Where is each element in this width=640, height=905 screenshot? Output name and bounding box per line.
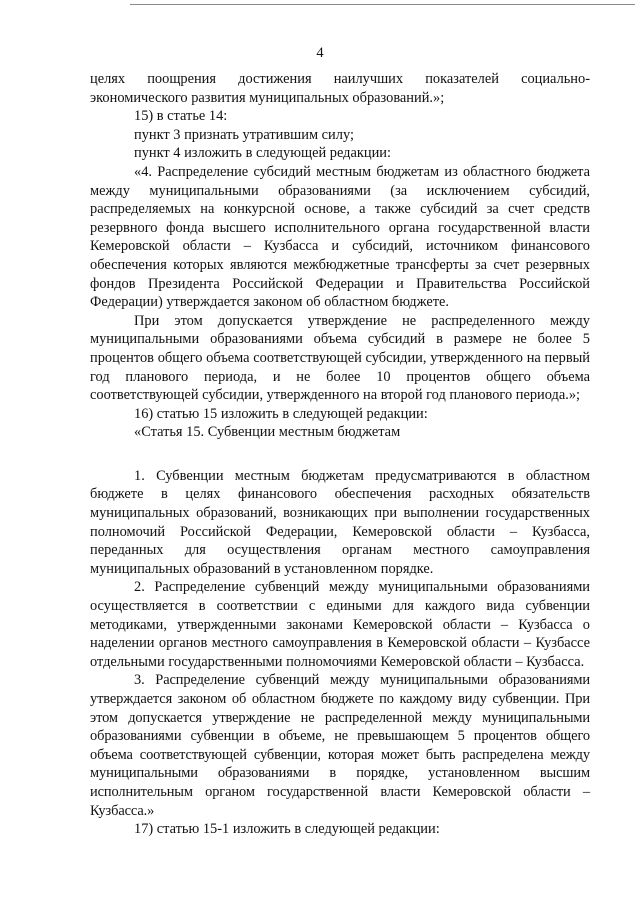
article-15-title: «Статья 15. Субвенции местным бюджетам bbox=[134, 424, 401, 441]
paragraph-continuation: целях поощрения достижения наилучших показателей социально-экономического развития муниципальных образований.»; bbox=[90, 71, 590, 106]
article-15-part-3: 3. Распределение субвенций между муниципальными образованиями утверждается законом об областном бюджете по каждому виду субвенции. При этом допускается утверждение не распределенной между муниципальными образованиями субвенции в объеме, не превышающем 5 процентов общего объема соответствующей субвенции, которая может быть распределена между муниципальными образованиями в порядке, установленном высшим исполнительным органом государственной власти Кемеровской области – Кузбасса.» bbox=[90, 672, 590, 819]
point-4-text: «4. Распределение субсидий местным бюджетам из областного бюджета между муниципальными образованиями (за исключением субсидий, распределяемых на конкурсной основе, а также субсидий за счет средств резервного фонда высшего исполнительного органа государственной власти Кемеровской области – Кузбасса и субсидий, источником финансового обеспечения которых являются межбюджетные трансферты за счет резервных фондов Президента Российской Федерации и Правительства Российской Федерации) утверждается законом об областном бюджете. bbox=[90, 163, 590, 311]
document-body bbox=[90, 70, 590, 839]
item-16: 16) статью 15 изложить в следующей редакции: bbox=[134, 405, 428, 422]
page-number: 4 bbox=[316, 45, 324, 61]
article-15-part-1: 1. Субвенции местным бюджетам предусматриваются в областном бюджете в целях финансового обеспечения расходных обязательств муниципальных образований, возникающих при выполнении государственных полномочий Российской Федерации, Кемеровской области – Кузбасса, переданных для осуществления органам местного самоуправления муниципальных образований в установленном порядке. bbox=[90, 467, 590, 577]
item-17: 17) статью 15-1 изложить в следующей редакции: bbox=[134, 821, 440, 838]
item-15-point-4: пункт 4 изложить в следующей редакции: bbox=[134, 145, 391, 162]
article-15-part-2: 2. Распределение субвенций между муниципальными образованиями осуществляется в соответствии с едиными для каждого вида субвенции методиками, утвержденными законами Кемеровской области – Кузбасса о наделении органов местного самоуправления в Кемеровской области – Кузбассе отдельными государственными полномочиями Кемеровской области – Кузбасса. bbox=[90, 579, 590, 670]
item-15: 15) в статье 14: bbox=[134, 108, 228, 125]
point-4-continuation: При этом допускается утверждение не распределенного между муниципальными образованиями объема субсидий в размере не более 5 процентов общего объема соответствующей субсидии, утвержденного на первый год планового периода, и не более 10 процентов общего объема соответствующей субсидии, утвержденного на второй год планового периода.»; bbox=[90, 312, 590, 404]
item-15-point-3: пункт 3 признать утратившим силу; bbox=[134, 126, 354, 143]
top-rule bbox=[130, 4, 635, 5]
